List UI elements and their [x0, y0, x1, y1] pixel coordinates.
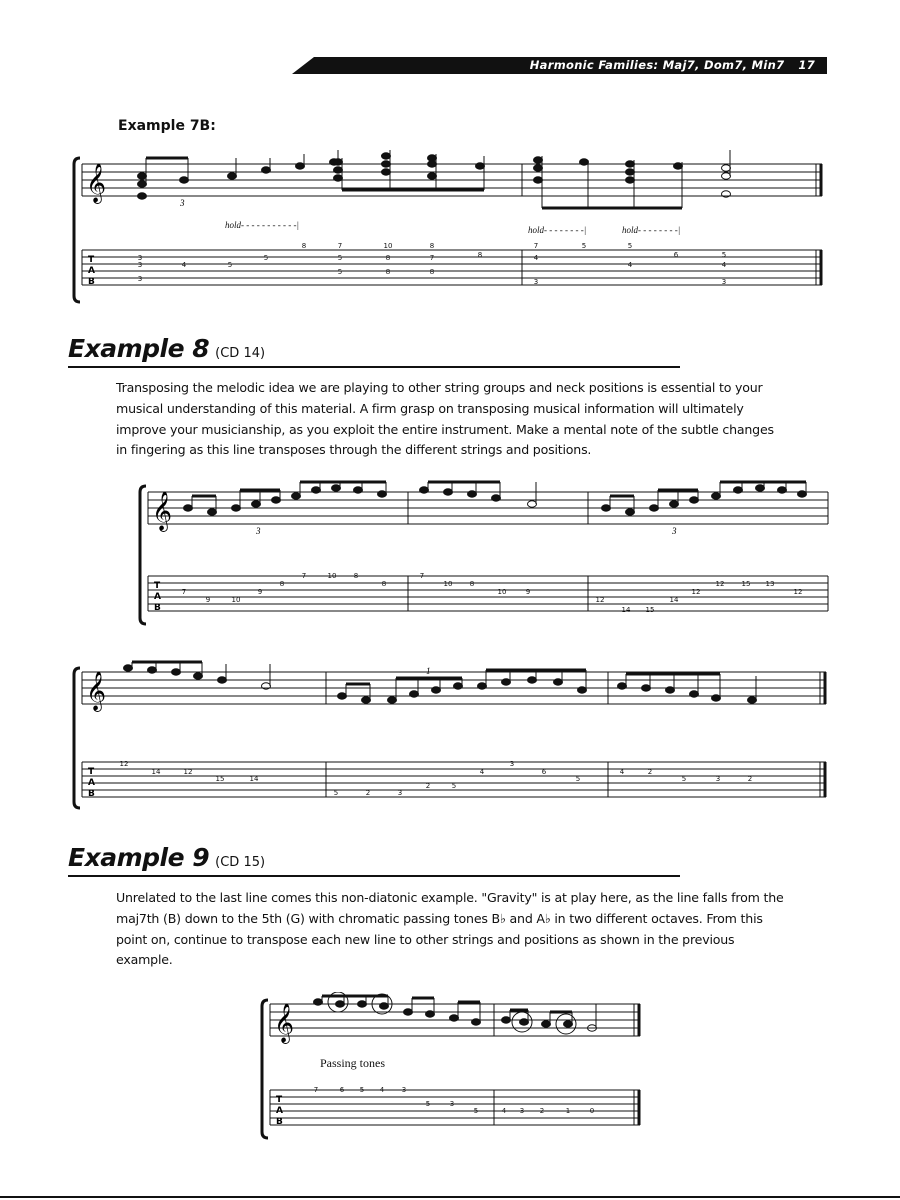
svg-text:4: 4 — [721, 261, 727, 269]
passing-tones-label: Passing tones — [320, 1056, 386, 1070]
svg-text:9: 9 — [205, 596, 211, 604]
hold-annotation-1: hold- - - - - - - - - - -| — [225, 220, 299, 230]
svg-text:6: 6 — [541, 768, 547, 776]
svg-text:3: 3 — [137, 275, 143, 283]
svg-text:7: 7 — [301, 572, 307, 580]
svg-text:5: 5 — [337, 254, 343, 262]
svg-text:3: 3 — [137, 254, 143, 262]
example-7b-notation — [70, 150, 830, 310]
svg-text:8: 8 — [469, 580, 475, 588]
svg-text:5: 5 — [627, 242, 633, 250]
svg-text:5: 5 — [359, 1086, 365, 1094]
triplet-mark: 3 — [180, 198, 185, 208]
svg-text:A: A — [88, 778, 95, 788]
svg-text:7: 7 — [181, 588, 187, 596]
svg-text:4: 4 — [619, 768, 625, 776]
running-header — [292, 57, 827, 74]
example-9-heading — [68, 843, 265, 872]
svg-text:2: 2 — [365, 789, 371, 797]
svg-text:4: 4 — [379, 1086, 385, 1094]
svg-text:3: 3 — [721, 278, 727, 286]
svg-text:B: B — [88, 789, 95, 799]
svg-text:12: 12 — [793, 588, 803, 596]
hold-annotation-3: hold- - - - - - - -| — [622, 225, 681, 235]
svg-text:3: 3 — [401, 1086, 407, 1094]
svg-text:10: 10 — [231, 596, 241, 604]
svg-text:5: 5 — [425, 1100, 431, 1108]
svg-text:7: 7 — [419, 572, 425, 580]
example-8-paragraph: Transposing the melodic idea we are playing to other string groups and neck positions is essential to your musical understanding of this material. A firm grasp on transposing musical information will ultimately improve your musicianship, as you exploit the entire instrument. Make a mental note of the subtle changes in fingering as this line transposes through the different strings and positions. — [116, 380, 774, 458]
svg-text:3: 3 — [533, 278, 539, 286]
svg-text:6: 6 — [673, 251, 679, 259]
example-8-rule — [68, 366, 680, 368]
svg-text:14: 14 — [151, 768, 161, 776]
example-7b-system — [70, 150, 830, 314]
svg-text:T: T — [154, 581, 161, 591]
example-8-heading — [68, 334, 265, 363]
svg-text:4: 4 — [181, 261, 187, 269]
svg-text:2: 2 — [425, 782, 431, 790]
example-8-system-1 — [136, 478, 836, 632]
svg-text:5: 5 — [721, 251, 727, 259]
svg-text:B: B — [154, 603, 161, 613]
svg-text:8: 8 — [385, 268, 391, 276]
svg-text:15: 15 — [215, 775, 225, 783]
svg-text:12: 12 — [183, 768, 193, 776]
svg-text:T: T — [276, 1095, 283, 1105]
example-9-rule — [68, 875, 680, 877]
triplet-mark-2: 3 — [672, 526, 677, 536]
svg-text:12: 12 — [119, 760, 129, 768]
example-8-system-2 — [70, 660, 830, 819]
svg-text:8: 8 — [477, 251, 483, 259]
svg-text:B: B — [276, 1117, 283, 1127]
example-9-system — [258, 992, 648, 1146]
svg-text:10: 10 — [383, 242, 393, 250]
svg-text:14: 14 — [621, 606, 631, 614]
svg-text:15: 15 — [741, 580, 751, 588]
svg-text:3: 3 — [519, 1107, 525, 1115]
svg-text:8: 8 — [279, 580, 285, 588]
svg-text:8: 8 — [385, 254, 391, 262]
svg-text:8: 8 — [353, 572, 359, 580]
svg-text:A: A — [88, 266, 95, 276]
example-9-paragraph: Unrelated to the last line comes this non-diatonic example. "Gravity" is at play here, as the line falls from the maj7th (B) down to the 5th (G) with chromatic passing tones B♭ and A♭ in two different octaves. From this point on, continue to transpose each new line to other strings and positions as shown in the previous example. — [116, 890, 784, 968]
example-8-cd: (CD 14) — [215, 346, 266, 361]
svg-text:10: 10 — [443, 580, 453, 588]
svg-text:14: 14 — [669, 596, 679, 604]
example-8-notation-2 — [70, 660, 830, 815]
svg-text:10: 10 — [497, 588, 507, 596]
svg-text:5: 5 — [451, 782, 457, 790]
svg-text:4: 4 — [627, 261, 633, 269]
svg-text:2: 2 — [539, 1107, 545, 1115]
example-9-notation — [258, 992, 648, 1142]
svg-text:3: 3 — [397, 789, 403, 797]
svg-text:7: 7 — [533, 242, 539, 250]
svg-text:2: 2 — [647, 768, 653, 776]
svg-text:4: 4 — [533, 254, 539, 262]
svg-text:5: 5 — [337, 268, 343, 276]
svg-text:3: 3 — [449, 1100, 455, 1108]
fingering-mark: 1 — [426, 666, 431, 676]
svg-text:7: 7 — [313, 1086, 319, 1094]
svg-text:9: 9 — [525, 588, 531, 596]
page-number: 17 — [798, 58, 815, 72]
svg-text:8: 8 — [381, 580, 387, 588]
svg-text:5: 5 — [263, 254, 269, 262]
svg-text:𝄞: 𝄞 — [274, 1003, 295, 1043]
svg-text:14: 14 — [249, 775, 259, 783]
triplet-mark-1: 3 — [256, 526, 261, 536]
page-bottom-line — [0, 1196, 900, 1198]
svg-text:15: 15 — [645, 606, 655, 614]
example-7b-label: Example 7B: — [118, 118, 216, 134]
svg-text:3: 3 — [137, 261, 143, 269]
svg-text:10: 10 — [327, 572, 337, 580]
svg-text:T: T — [88, 255, 95, 265]
svg-text:𝄞: 𝄞 — [86, 671, 107, 711]
example-8-notation-1 — [136, 478, 836, 628]
svg-text:5: 5 — [581, 242, 587, 250]
svg-text:B: B — [88, 277, 95, 287]
example-9-cd: (CD 15) — [215, 855, 266, 870]
svg-text:5: 5 — [227, 261, 233, 269]
svg-text:5: 5 — [681, 775, 687, 783]
svg-text:12: 12 — [595, 596, 605, 604]
svg-text:4: 4 — [479, 768, 485, 776]
hold-annotation-2: hold- - - - - - - -| — [528, 225, 587, 235]
svg-text:9: 9 — [257, 588, 263, 596]
svg-text:12: 12 — [715, 580, 725, 588]
svg-text:𝄞: 𝄞 — [86, 163, 107, 203]
svg-text:𝄞: 𝄞 — [152, 491, 173, 531]
svg-text:A: A — [276, 1106, 283, 1116]
svg-text:8: 8 — [429, 268, 435, 276]
svg-text:13: 13 — [765, 580, 775, 588]
svg-text:5: 5 — [333, 789, 339, 797]
svg-text:4: 4 — [501, 1107, 507, 1115]
svg-text:2: 2 — [747, 775, 753, 783]
example-9-title: Example 9 — [68, 843, 210, 872]
svg-text:T: T — [88, 767, 95, 777]
running-title: Harmonic Families: Maj7, Dom7, Min7 — [529, 58, 785, 72]
svg-text:12: 12 — [691, 588, 701, 596]
svg-text:5: 5 — [575, 775, 581, 783]
svg-text:7: 7 — [429, 254, 435, 262]
svg-text:5: 5 — [473, 1107, 479, 1115]
svg-text:8: 8 — [301, 242, 307, 250]
svg-text:8: 8 — [429, 242, 435, 250]
svg-text:3: 3 — [509, 760, 515, 768]
svg-text:7: 7 — [337, 242, 343, 250]
svg-text:A: A — [154, 592, 161, 602]
example-8-title: Example 8 — [68, 334, 210, 363]
svg-text:3: 3 — [715, 775, 721, 783]
svg-text:1: 1 — [565, 1107, 571, 1115]
svg-text:6: 6 — [339, 1086, 345, 1094]
svg-text:0: 0 — [589, 1107, 595, 1115]
